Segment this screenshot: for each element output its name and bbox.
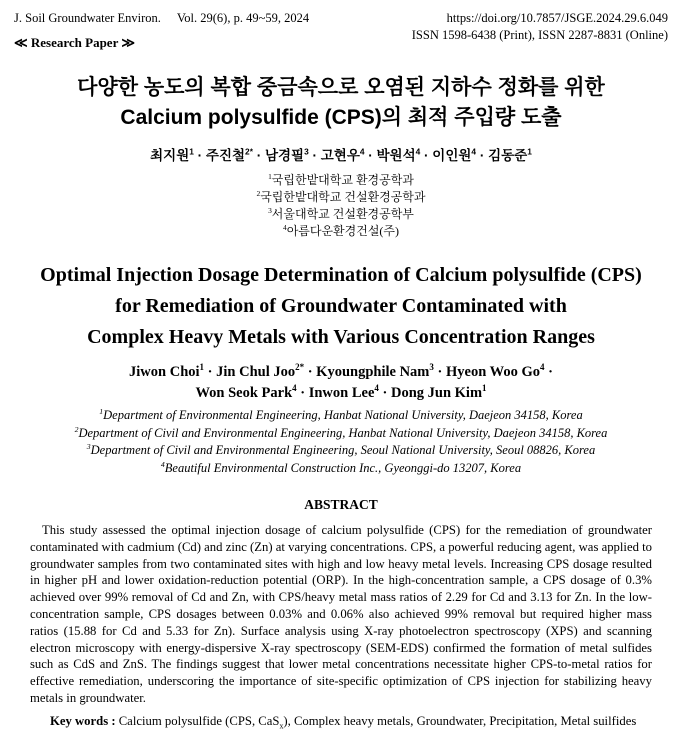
english-affiliation-3: $^3$Department of Civil and Environmental Engineering, Seoul National University, Seoul 08826, Korea (86, 441, 596, 457)
english-authors-line1: Jiwon Choi$^1$ · Jin Chul Joo$^{2*}$ · Kyoungphile Nam$^3$ · Hyeon Woo $Go^4$ · (129, 362, 553, 380)
english-title (14, 260, 668, 353)
issn-text: ISSN 1598-6438 (Print), ISSN 2287-8831 (Online) (411, 28, 668, 42)
english-authors (14, 362, 668, 404)
journal-name: J. Soil Groundwater Environ. (14, 11, 161, 25)
korean-affiliation-4: $^4$아름다운환경건설(주) (282, 223, 400, 238)
korean-affiliation-1: $^1$국립한밭대학교 환경공학과 (268, 172, 414, 187)
volume-pages: Vol. 29(6), p. 49~59, 2024 (176, 11, 310, 25)
english-title-line1: Optimal Injection Dosage Determination of Calcium polysulfide (CPS) (40, 264, 642, 286)
keywords-line (50, 713, 652, 730)
english-affiliation-4: $^4$Beautiful Environmental Construction Inc., Gyeonggi-do 13207, Korea (160, 459, 522, 475)
english-title-line2: for Remediation of Groundwater Contaminated with (115, 295, 567, 317)
korean-affiliations (14, 172, 668, 240)
journal-masthead (14, 10, 668, 51)
korean-affiliation-2: $^2$국립한밭대학교 건설환경공학과 (256, 189, 426, 204)
korean-affiliation-3: $^3$서울대학교 건설환경공학부 (268, 206, 414, 221)
korean-title-line2: Calcium polysulfide (CPS)의 최적 주입량 도출 (120, 106, 562, 129)
keywords-text: Calcium polysulfide (CPS, CaS$_x$), Complex heavy metals, Groundwater, Precipitation, Metal suilfides (118, 713, 637, 730)
english-affiliation-2: $^2$Department of Civil and Environmental Engineering, Hanbat National University, Daejeon 34158, Korea (74, 424, 608, 440)
abstract-heading: ABSTRACT (304, 497, 378, 512)
english-title-line3: Complex Heavy Metals with Various Concentration Ranges (87, 326, 595, 348)
english-authors-line2: Won Seok Park$^4$ · Inwon Lee$^4$ · Dong Jun Kim$^1$ (195, 383, 487, 401)
korean-title (14, 73, 668, 133)
korean-title-line1: 다양한 농도의 복합 중금속으로 오염된 지하수 정화를 위한 (77, 76, 605, 99)
journal-citation (14, 10, 309, 27)
research-paper-badge: ≪ Research Paper ≫ (14, 35, 135, 50)
abstract-text: This study assessed the optimal injection dosage of calcium polysulfide (CPS) for the remediation of groundwater contaminated with cadmium (Cd) and zinc (Zn) at varying concentrations. CPS, a powerful reducing agent, was applied to groundwater samples from two contaminated sites with high and low heavy metal levels. Increasing CPS dosage resulted in higher pH and lower oxidation-reduction potential (ORP). In the high-concentration sample, a CPS dosage of 0.3% achieved over 99% removal of Cd and Zn, with CPS/heavy metal mass ratios of 2.29 for Cd and 3.13 for Zn. In the low-concentration sample, CPS dosages between 0.03% and 0.06% also achieved 99% removal but required higher mass ratios (15.88 for Cd and 5.33 for Zn). Surface analysis using X-ray photoelectron spectroscopy (XPS) and scanning electron microscopy with energy-dispersive X-ray spectroscopy (SEM-EDS) confirmed the formation of metal sulfides such as CdS and ZnS. The findings suggest that lower metal concentrations necessitate higher CPS-to-metal ratios for effective remediation, underscoring the importance of site-specific optimization of CPS injection for stabilizing heavy metals in groundwater. (30, 523, 652, 705)
masthead-right (412, 10, 668, 44)
masthead-left (14, 10, 309, 51)
keywords-label: Key words : (50, 713, 116, 728)
english-affiliation-1: $^1$Department of Environmental Engineering, Hanbat National University, Daejeon 34158, Korea (99, 406, 583, 422)
korean-authors: 최지원$^1$ · 주진철$^{2*}$ · 남경필$^3$ · 고현우$^4$ · 박원석$^4$ · 이인원$^4$ · 김동준$^1$ (150, 146, 532, 163)
doi-link[interactable]: https://doi.org/10.7857/JSGE.2024.29.6.049 (446, 11, 668, 25)
english-affiliations (14, 407, 668, 477)
